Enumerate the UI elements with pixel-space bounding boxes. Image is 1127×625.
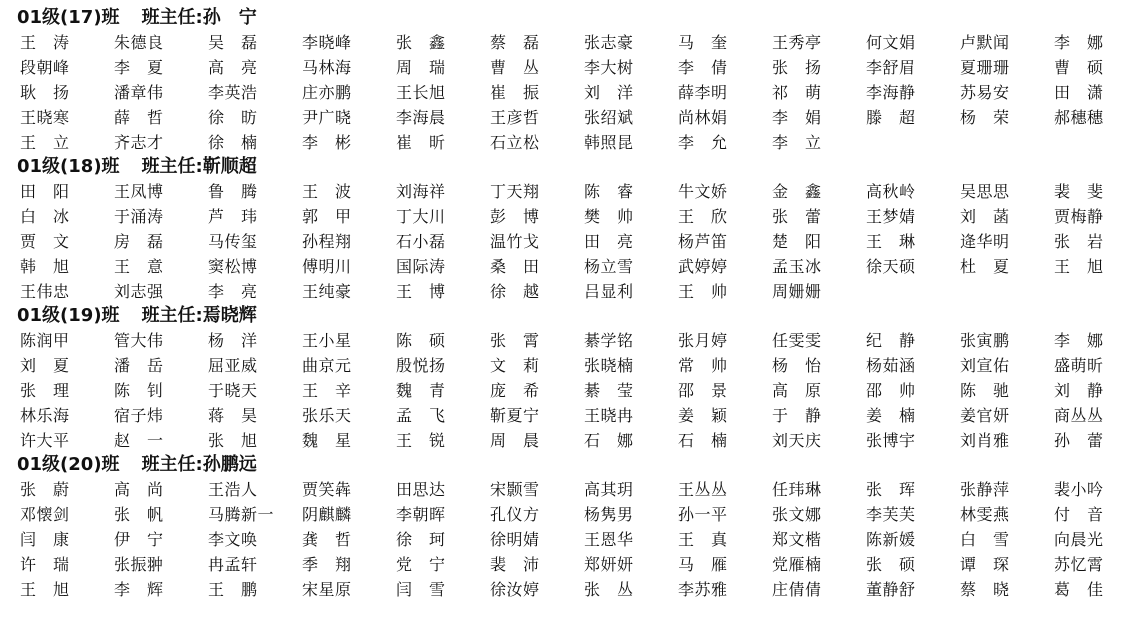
student-name: 杨立雪: [584, 257, 634, 276]
student-name: 郭 甲: [302, 207, 352, 226]
student-name: 高秋岭: [866, 182, 916, 201]
student-name: 张文娜: [772, 505, 822, 524]
student-name: 张 扬: [772, 58, 822, 77]
student-name: 张 霄: [490, 331, 540, 350]
student-name: 张 蕾: [772, 207, 822, 226]
student-name: 宋颢雪: [490, 480, 540, 499]
head-teacher-label: 班主任:孙 宁: [141, 7, 257, 28]
student-name: 潘章伟: [114, 83, 164, 102]
student-name: 蔡 晓: [960, 580, 1010, 599]
student-name: 陈新媛: [866, 530, 916, 549]
student-name: 王 立: [20, 133, 70, 152]
student-name: 邵 帅: [866, 381, 916, 400]
student-name: 王梦婧: [866, 207, 916, 226]
student-name: 李 娟: [772, 108, 822, 127]
student-name: 于涌涛: [114, 207, 164, 226]
roster-sections: [0, 6, 1127, 602]
student-name: 杨 怡: [772, 356, 822, 375]
student-name: 石立松: [490, 133, 540, 152]
student-name: 张 珲: [866, 480, 916, 499]
student-name: 徐 昉: [208, 108, 258, 127]
student-name: 李 立: [772, 133, 822, 152]
student-name: 孙 蕾: [1054, 431, 1104, 450]
student-name: 王晓冉: [584, 406, 634, 425]
student-name: 靳夏宁: [490, 406, 540, 425]
student-name: 贾梅静: [1054, 207, 1104, 226]
student-name: 王秀亭: [772, 33, 822, 52]
student-name: 李 允: [678, 133, 728, 152]
student-name: 苏忆霄: [1054, 555, 1104, 574]
student-name: 李朝晖: [396, 505, 446, 524]
student-name: 李 辉: [114, 580, 164, 599]
student-name: 王浩人: [208, 480, 258, 499]
student-name: 丁天翔: [490, 182, 540, 201]
student-name: 尚林娟: [678, 108, 728, 127]
class-header: [0, 155, 1127, 179]
student-name: 齐志才: [114, 133, 164, 152]
student-name: 庄亦鹏: [302, 83, 352, 102]
student-name: 裴 沛: [490, 555, 540, 574]
student-name: 宋星原: [302, 580, 352, 599]
student-name: 崔 振: [490, 83, 540, 102]
student-name: 李舒眉: [866, 58, 916, 77]
student-name: 祁 萌: [772, 83, 822, 102]
student-name: 苏易安: [960, 83, 1010, 102]
student-name: 赵 一: [114, 431, 164, 450]
student-name: 徐 越: [490, 282, 540, 301]
head-teacher-label: 班主任:靳顺超: [141, 156, 257, 177]
student-name: 郑文楷: [772, 530, 822, 549]
student-name: 姜官妍: [960, 406, 1010, 425]
student-name: 王长旭: [396, 83, 446, 102]
student-name: 蔡 磊: [490, 33, 540, 52]
student-name: 周 瑞: [396, 58, 446, 77]
student-name: 张 理: [20, 381, 70, 400]
student-name: 李文唤: [208, 530, 258, 549]
student-name: 盛萌昕: [1054, 356, 1104, 375]
student-name: 冉孟轩: [208, 555, 258, 574]
student-name: 刘志强: [114, 282, 164, 301]
student-name: 党 宁: [396, 555, 446, 574]
student-name-grid: [0, 328, 1127, 453]
class-header: [0, 453, 1127, 477]
student-name: 曲京元: [302, 356, 352, 375]
student-name: 刘 洋: [584, 83, 634, 102]
student-name: 许 瑞: [20, 555, 70, 574]
student-name: 邵 景: [678, 381, 728, 400]
student-name: 魏 星: [302, 431, 352, 450]
student-name: 裴小吟: [1054, 480, 1104, 499]
head-teacher-label: 班主任:孙鹏远: [141, 454, 257, 475]
student-name: 李大树: [584, 58, 634, 77]
student-name: 张绍斌: [584, 108, 634, 127]
student-name: 白 雪: [960, 530, 1010, 549]
student-name: 徐明婧: [490, 530, 540, 549]
student-name: 向晨光: [1054, 530, 1104, 549]
student-name: 张 岩: [1054, 232, 1104, 251]
student-name: 丁大川: [396, 207, 446, 226]
student-name: 刘天庆: [772, 431, 822, 450]
student-name: 石 楠: [678, 431, 728, 450]
student-name: 傅明川: [302, 257, 352, 276]
student-name: 李 亮: [208, 282, 258, 301]
student-name: 刘肖雅: [960, 431, 1010, 450]
student-name: 管大伟: [114, 331, 164, 350]
student-name: 王 真: [678, 530, 728, 549]
student-name: 张 鑫: [396, 33, 446, 52]
class-section: [0, 6, 1127, 155]
student-name: 孙一平: [678, 505, 728, 524]
student-name: 綦学铭: [584, 331, 634, 350]
student-name: 何文娟: [866, 33, 916, 52]
student-name: 张振翀: [114, 555, 164, 574]
student-name: 韩 旭: [20, 257, 70, 276]
student-name: 任雯雯: [772, 331, 822, 350]
student-name: 王彦哲: [490, 108, 540, 127]
student-name: 李 夏: [114, 58, 164, 77]
student-name: 尹广晓: [302, 108, 352, 127]
student-name: 陈 驰: [960, 381, 1010, 400]
class-label: 01级(19)班: [17, 305, 120, 326]
student-name: 李晓峰: [302, 33, 352, 52]
student-name: 田 潇: [1054, 83, 1104, 102]
student-name: 付 音: [1054, 505, 1104, 524]
student-name: 王 鹏: [208, 580, 258, 599]
student-name: 王凤博: [114, 182, 164, 201]
student-name: 刘宣佑: [960, 356, 1010, 375]
student-name: 徐 楠: [208, 133, 258, 152]
student-name: 高 亮: [208, 58, 258, 77]
student-name: 马 奎: [678, 33, 728, 52]
student-name: 刘 夏: [20, 356, 70, 375]
student-name: 贾笑犇: [302, 480, 352, 499]
student-name: 逄华明: [960, 232, 1010, 251]
student-name: 庞 希: [490, 381, 540, 400]
student-name: 杨 荣: [960, 108, 1010, 127]
student-name: 王丛丛: [678, 480, 728, 499]
student-name: 闫 雪: [396, 580, 446, 599]
student-name: 李 娜: [1054, 33, 1104, 52]
student-name: 林乐海: [20, 406, 70, 425]
student-name: 周姗姗: [772, 282, 822, 301]
student-name: 闫 康: [20, 530, 70, 549]
student-name: 鲁 腾: [208, 182, 258, 201]
student-name: 张 丛: [584, 580, 634, 599]
student-name-grid: [0, 477, 1127, 602]
student-name: 曹 丛: [490, 58, 540, 77]
student-name: 宿子炜: [114, 406, 164, 425]
student-name: 周 晨: [490, 431, 540, 450]
student-name: 杨 洋: [208, 331, 258, 350]
class-section: [0, 155, 1127, 304]
student-name: 王 辛: [302, 381, 352, 400]
student-name: 孔仪方: [490, 505, 540, 524]
class-section: [0, 453, 1127, 602]
student-name: 任玮琳: [772, 480, 822, 499]
class-header: [0, 304, 1127, 328]
student-name: 王伟忠: [20, 282, 70, 301]
student-name: 石小磊: [396, 232, 446, 251]
student-name: 李 倩: [678, 58, 728, 77]
student-name: 姜 楠: [866, 406, 916, 425]
student-name: 杨芦笛: [678, 232, 728, 251]
student-name: 李英浩: [208, 83, 258, 102]
student-name: 张博宇: [866, 431, 916, 450]
student-name: 董静舒: [866, 580, 916, 599]
student-name: 刘 静: [1054, 381, 1104, 400]
student-name: 于 静: [772, 406, 822, 425]
student-name: 王 旭: [20, 580, 70, 599]
student-name: 陈 钊: [114, 381, 164, 400]
class-label: 01级(17)班: [17, 7, 120, 28]
student-name: 纪 静: [866, 331, 916, 350]
student-name: 吴思思: [960, 182, 1010, 201]
student-name: 葛 佳: [1054, 580, 1104, 599]
student-name: 李 娜: [1054, 331, 1104, 350]
student-name: 张 帆: [114, 505, 164, 524]
class-label: 01级(20)班: [17, 454, 120, 475]
student-name: 金 鑫: [772, 182, 822, 201]
student-name: 朱德良: [114, 33, 164, 52]
student-name: 石 娜: [584, 431, 634, 450]
student-name: 龚 哲: [302, 530, 352, 549]
student-name: 张寅鹏: [960, 331, 1010, 350]
student-name: 卢默闻: [960, 33, 1010, 52]
student-name: 马 雁: [678, 555, 728, 574]
student-name: 王恩华: [584, 530, 634, 549]
student-name: 曹 硕: [1054, 58, 1104, 77]
student-name: 许大平: [20, 431, 70, 450]
student-name: 商丛丛: [1054, 406, 1104, 425]
student-name: 张乐天: [302, 406, 352, 425]
student-name: 王小星: [302, 331, 352, 350]
student-name: 马林海: [302, 58, 352, 77]
student-name: 张 硕: [866, 555, 916, 574]
class-section: [0, 304, 1127, 453]
student-name: 陈 硕: [396, 331, 446, 350]
student-name: 王 锐: [396, 431, 446, 450]
student-name: 潘 岳: [114, 356, 164, 375]
student-name: 樊 帅: [584, 207, 634, 226]
student-name: 杨隽男: [584, 505, 634, 524]
student-name: 张 蔚: [20, 480, 70, 499]
student-name: 党雁楠: [772, 555, 822, 574]
student-name: 房 磊: [114, 232, 164, 251]
student-name: 蒋 昊: [208, 406, 258, 425]
student-name: 白 冰: [20, 207, 70, 226]
student-name: 楚 阳: [772, 232, 822, 251]
student-name: 屈亚威: [208, 356, 258, 375]
student-name: 王 涛: [20, 33, 70, 52]
student-name: 邓懐剑: [20, 505, 70, 524]
class-header: [0, 6, 1127, 30]
student-name: 陈 睿: [584, 182, 634, 201]
student-name: 阴麒麟: [302, 505, 352, 524]
student-name: 孟 飞: [396, 406, 446, 425]
student-name: 谭 琛: [960, 555, 1010, 574]
student-name: 郑妍妍: [584, 555, 634, 574]
student-name: 陈润甲: [20, 331, 70, 350]
student-name: 桑 田: [490, 257, 540, 276]
student-name-grid: [0, 30, 1127, 155]
student-name: 窦松博: [208, 257, 258, 276]
student-name: 崔 昕: [396, 133, 446, 152]
student-name: 文 莉: [490, 356, 540, 375]
student-name: 李 彬: [302, 133, 352, 152]
student-name: 王 琳: [866, 232, 916, 251]
student-name: 王 意: [114, 257, 164, 276]
student-name: 王 旭: [1054, 257, 1104, 276]
student-name: 徐 珂: [396, 530, 446, 549]
student-name: 常 帅: [678, 356, 728, 375]
student-name: 吕显利: [584, 282, 634, 301]
student-name: 贾 文: [20, 232, 70, 251]
student-name: 杨茹涵: [866, 356, 916, 375]
student-name: 刘 菡: [960, 207, 1010, 226]
student-name: 綦 莹: [584, 381, 634, 400]
student-name: 张月婷: [678, 331, 728, 350]
student-name: 耿 扬: [20, 83, 70, 102]
student-name: 张静萍: [960, 480, 1010, 499]
student-name: 林雯燕: [960, 505, 1010, 524]
student-name: 刘海祥: [396, 182, 446, 201]
class-label: 01级(18)班: [17, 156, 120, 177]
student-name: 郝穗穗: [1054, 108, 1104, 127]
student-name: 马腾新一: [208, 505, 275, 524]
student-name: 李芙芙: [866, 505, 916, 524]
student-name: 滕 超: [866, 108, 916, 127]
student-name: 姜 颖: [678, 406, 728, 425]
student-name: 牛文娇: [678, 182, 728, 201]
student-name: 李苏雅: [678, 580, 728, 599]
student-name: 高其玥: [584, 480, 634, 499]
student-name: 武婷婷: [678, 257, 728, 276]
student-name: 高 尚: [114, 480, 164, 499]
student-name: 王 博: [396, 282, 446, 301]
student-name: 季 翔: [302, 555, 352, 574]
student-name: 温竹戈: [490, 232, 540, 251]
student-name: 张志豪: [584, 33, 634, 52]
student-name: 殷悦扬: [396, 356, 446, 375]
student-name: 张 旭: [208, 431, 258, 450]
student-name: 孟玉冰: [772, 257, 822, 276]
student-name: 夏珊珊: [960, 58, 1010, 77]
student-name: 于晓天: [208, 381, 258, 400]
student-name: 吴 磊: [208, 33, 258, 52]
head-teacher-label: 班主任:焉晓辉: [141, 305, 257, 326]
student-name: 王 欣: [678, 207, 728, 226]
student-name: 庄倩倩: [772, 580, 822, 599]
student-name: 马传玺: [208, 232, 258, 251]
student-name: 伊 宁: [114, 530, 164, 549]
student-name: 裴 斐: [1054, 182, 1104, 201]
student-name: 李海晨: [396, 108, 446, 127]
student-name: 段朝峰: [20, 58, 70, 77]
student-name: 彭 博: [490, 207, 540, 226]
student-name: 韩照昆: [584, 133, 634, 152]
student-name: 田思达: [396, 480, 446, 499]
student-name-grid: [0, 179, 1127, 304]
student-name: 王纯豪: [302, 282, 352, 301]
student-name: 徐天硕: [866, 257, 916, 276]
student-name: 田 阳: [20, 182, 70, 201]
student-name: 国际涛: [396, 257, 446, 276]
student-name: 魏 青: [396, 381, 446, 400]
student-name: 杜 夏: [960, 257, 1010, 276]
student-name: 薛 哲: [114, 108, 164, 127]
student-name: 芦 玮: [208, 207, 258, 226]
student-name: 田 亮: [584, 232, 634, 251]
student-name: 薛李明: [678, 83, 728, 102]
student-name: 张晓楠: [584, 356, 634, 375]
student-name: 高 原: [772, 381, 822, 400]
student-name: 王晓寒: [20, 108, 70, 127]
student-name: 王 帅: [678, 282, 728, 301]
student-name: 孙程翔: [302, 232, 352, 251]
student-name: 徐汝婷: [490, 580, 540, 599]
student-name: 王 波: [302, 182, 352, 201]
student-name: 李海静: [866, 83, 916, 102]
